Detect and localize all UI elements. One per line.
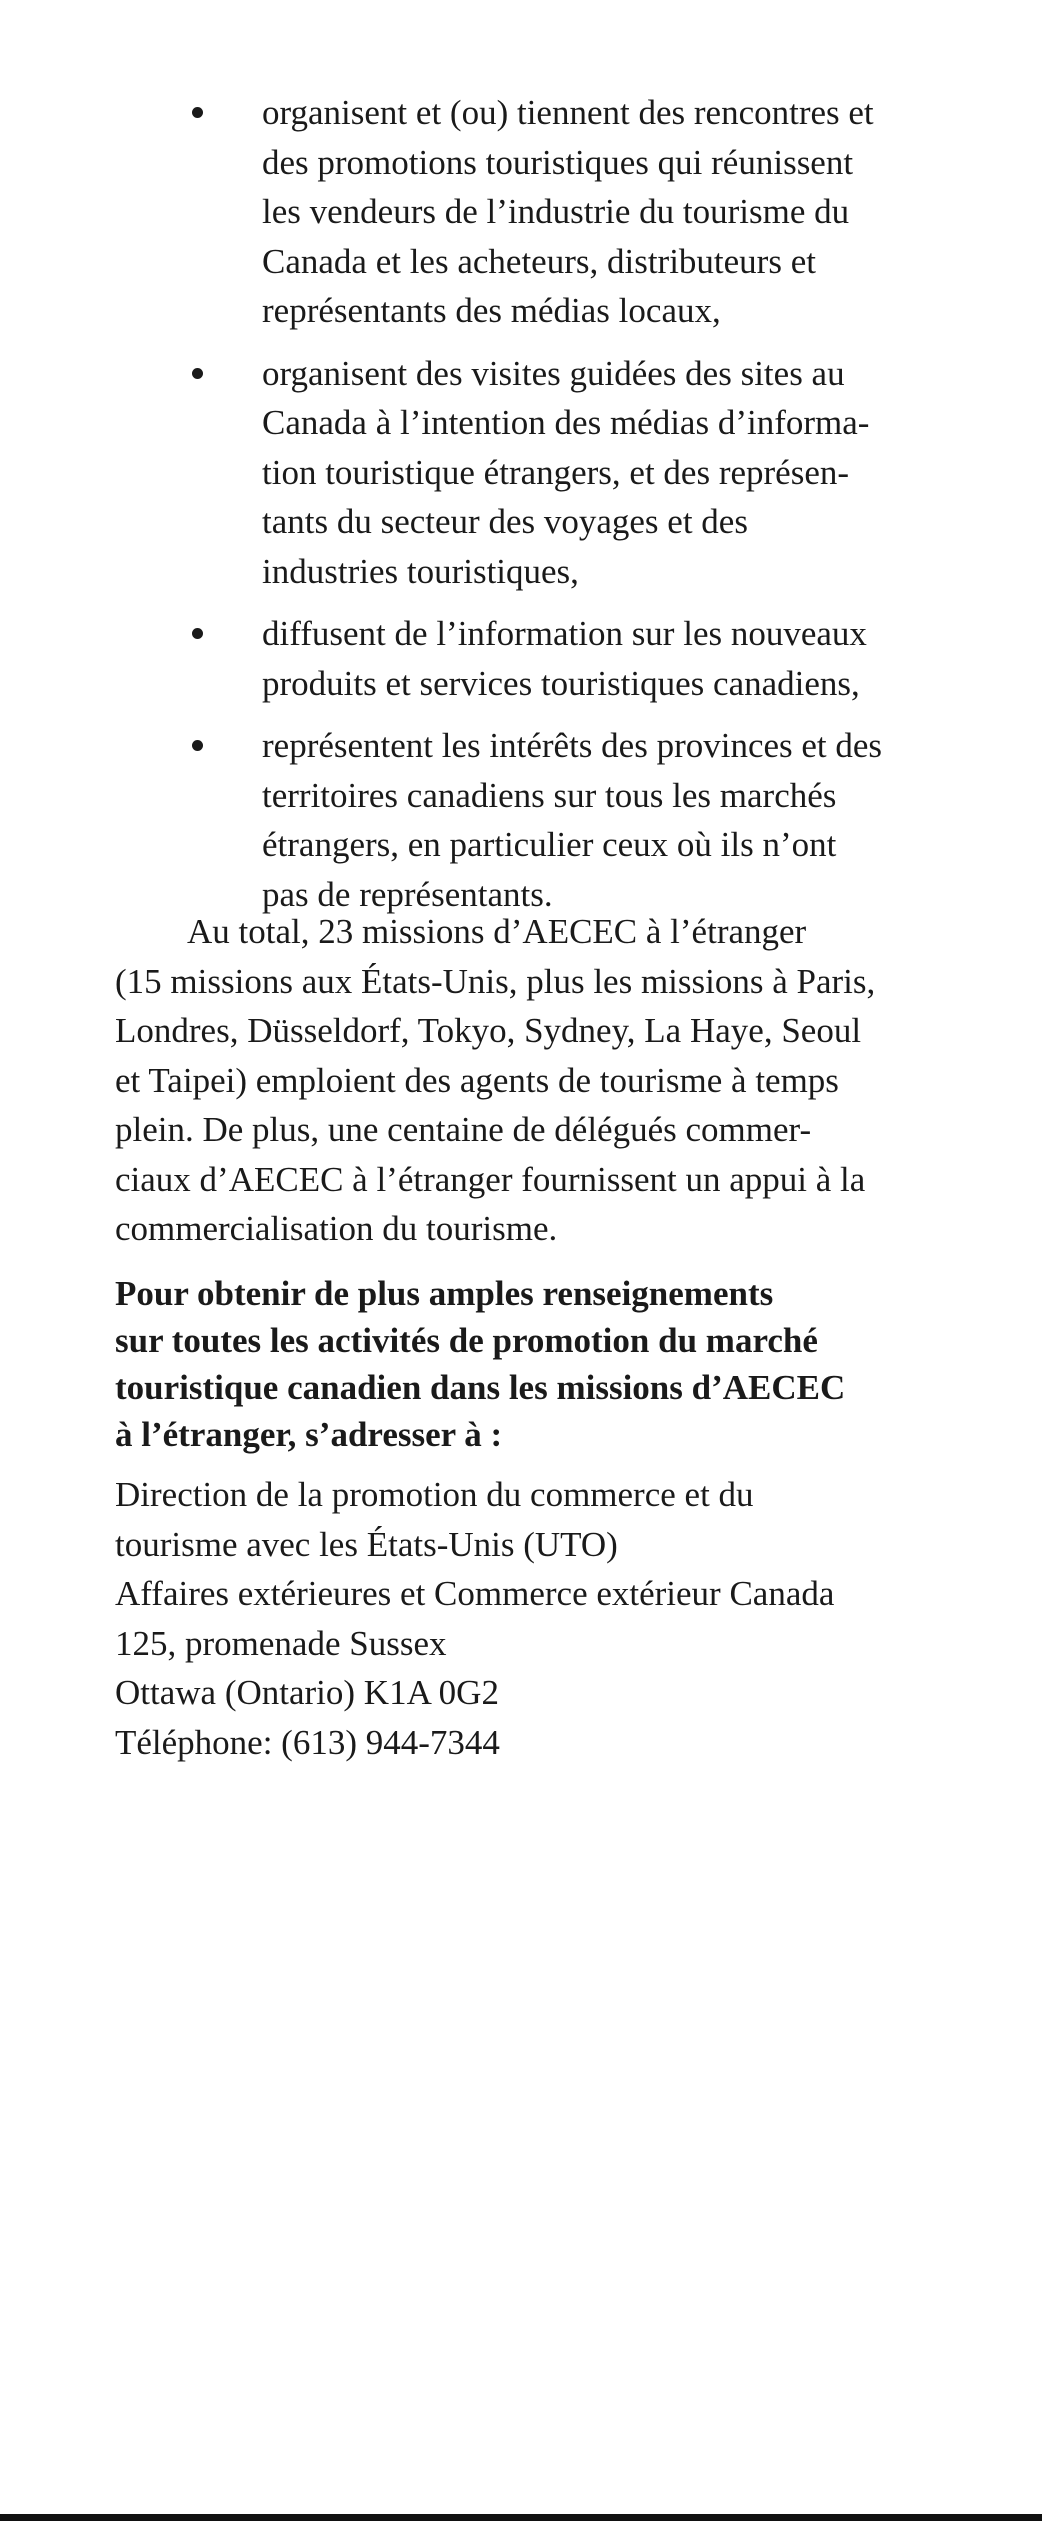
paragraph-line: ciaux d’AECEC à l’étranger fournissent un appui à la	[115, 1159, 866, 1199]
bullet-item	[180, 721, 970, 919]
paragraph-line: et Taipei) emploient des agents de tourisme à temps	[115, 1060, 839, 1100]
bullet-icon	[192, 107, 203, 118]
bullet-item	[180, 88, 970, 336]
bullet-item	[180, 349, 970, 597]
bullet-line: pas de représentants.	[262, 874, 553, 914]
bullet-line: organisent et (ou) tiennent des rencontres et	[262, 93, 874, 132]
bullet-line: des promotions touristiques qui réunissent	[262, 142, 854, 182]
bottom-divider	[0, 2514, 1042, 2521]
address-line: Ottawa (Ontario) K1A 0G2	[115, 1673, 499, 1712]
bullet-line: représentent les intérêts des provinces et des	[262, 726, 883, 765]
bullet-icon	[192, 368, 203, 379]
paragraph-line: commercialisation du tourisme.	[115, 1209, 558, 1248]
body-paragraph	[115, 907, 995, 1254]
bullet-line: organisent des visites guidées des sites au	[262, 353, 845, 393]
address-line: tourisme avec les États-Unis (UTO)	[115, 1524, 618, 1564]
address-line: Affaires extérieures et Commerce extérieur Canada	[115, 1574, 835, 1613]
address-line: 125, promenade Sussex	[115, 1623, 447, 1663]
paragraph-line: Au total, 23 missions d’AECEC à l’étranger	[187, 912, 807, 951]
bullet-line: industries touristiques,	[262, 551, 579, 591]
heading-line: touristique canadien dans les missions d’AECEC	[115, 1368, 846, 1407]
address-line: Direction de la promotion du commerce et du	[115, 1475, 754, 1514]
bullet-item	[180, 609, 970, 708]
bullet-line: tants du secteur des voyages et des	[262, 502, 748, 541]
bullet-icon	[192, 740, 203, 751]
phone-line: Téléphone: (613) 944-7344	[115, 1722, 500, 1762]
contact-heading	[115, 1270, 995, 1458]
bullet-list	[180, 88, 970, 932]
heading-line: sur toutes les activités de promotion du marché	[115, 1321, 818, 1360]
paragraph-line: (15 missions aux États-Unis, plus les missions à Paris,	[115, 961, 876, 1001]
bullet-line: tion touristique étrangers, et des représen-	[262, 452, 850, 492]
paragraph-line: plein. De plus, une centaine de délégués commer-	[115, 1110, 812, 1149]
bullet-icon	[192, 628, 203, 639]
heading-line: Pour obtenir de plus amples renseignements	[115, 1274, 774, 1313]
bullet-line: représentants des médias locaux,	[262, 291, 721, 330]
bullet-line: territoires canadiens sur tous les marchés	[262, 775, 837, 815]
bullet-line: étrangers, en particulier ceux où ils n’ont	[262, 825, 837, 864]
bullet-line: Canada et les acheteurs, distributeurs et	[262, 241, 816, 281]
contact-address	[115, 1470, 995, 1767]
heading-line: à l’étranger, s’adresser à :	[115, 1415, 503, 1454]
bullet-line: les vendeurs de l’industrie du tourisme du	[262, 192, 850, 231]
bullet-line: diffusent de l’information sur les nouveaux	[262, 614, 867, 653]
bullet-line: produits et services touristiques canadiens,	[262, 663, 860, 703]
paragraph-line: Londres, Düsseldorf, Tokyo, Sydney, La Haye, Seoul	[115, 1011, 862, 1050]
bullet-line: Canada à l’intention des médias d’informa-	[262, 403, 870, 442]
